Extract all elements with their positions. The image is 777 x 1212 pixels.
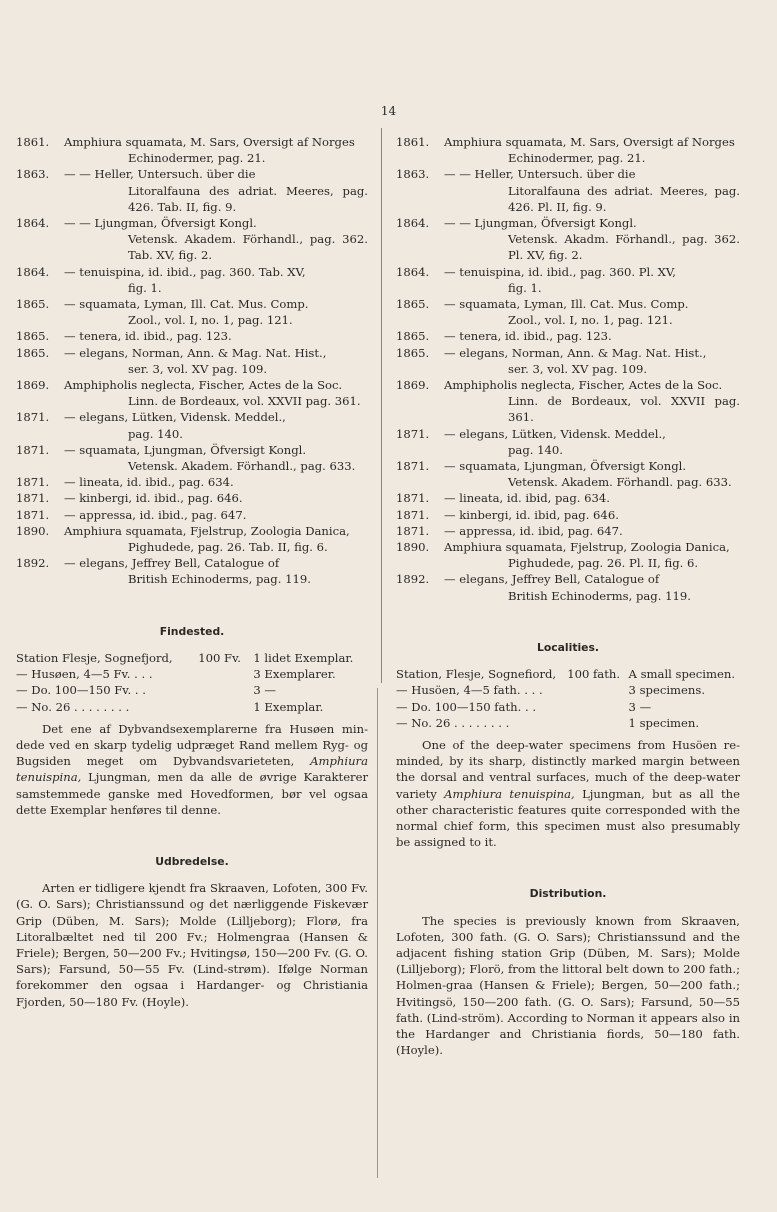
station-name: — No. 26 . . . . . . . . xyxy=(396,715,510,730)
entry-body xyxy=(64,490,368,506)
entry-text: — elegans, Norman, Ann. & Mag. Nat. Hist., xyxy=(64,345,327,360)
entry-body xyxy=(64,264,368,296)
entry-year: 1871. xyxy=(16,410,50,425)
entry-continuation: ser. 3, vol. XV pag. 109. xyxy=(128,361,268,376)
entry-continuation: pag. 140. xyxy=(508,442,563,457)
entry-text: Amphiura squamata, M. Sars, Oversigt af Norges xyxy=(64,135,355,149)
entry-body xyxy=(64,474,368,490)
station-count: 3 — xyxy=(253,683,277,698)
station-count: 3 Exemplarer. xyxy=(253,667,336,682)
entry-body xyxy=(444,523,740,539)
bibliography-entry xyxy=(396,134,740,166)
entry-body xyxy=(444,215,740,264)
entry-body xyxy=(444,571,740,603)
station-row xyxy=(16,699,368,715)
entry-year: 1892. xyxy=(396,572,430,587)
entry-text: — tenuispina, id. ibid., pag. 360. Tab. XV, xyxy=(64,264,306,279)
bibliography-entry xyxy=(16,442,368,474)
entry-continuation: Vetensk. Akadm. Förhandl., pag. 362. Pl. XV, fig. 2. xyxy=(508,232,740,263)
entry-year: 1865. xyxy=(16,329,50,344)
distribution-paragraph: The species is previously known from Skraaven, Lofoten, 300 fath. (G. O. Sars); Christianssund and the adjacent fishing station Grip (Düben, M. Sars); Molde (Lilljeborg); Florö, from the littoral belt down to 200 fath.; Holmen-graa (Hansen & Friele); Bergen, 50—200 fath.; Hvitingsö, 150—200 fath. (G. O. Sars); Farsund, 50—55 fath. (Lind-ström). According to Norman it appears also in the Hardanger and Christiania fiords, 50—180 fath. (Hoyle). xyxy=(396,913,740,1058)
station-depth: 100 fath. xyxy=(567,667,621,682)
entry-continuation: fig. 1. xyxy=(128,280,162,295)
bibliography-entry xyxy=(16,215,368,264)
entry-body xyxy=(444,328,740,344)
bibliography-entry xyxy=(16,555,368,587)
localities-paragraph xyxy=(396,737,740,850)
entry-body xyxy=(64,296,368,328)
station-depth xyxy=(563,682,622,698)
entry-continuation: British Echinoderms, pag. 119. xyxy=(508,588,691,603)
bibliography-entry xyxy=(396,458,740,490)
entry-text: Amphiura squamata, Fjelstrup, Zoologia Danica, xyxy=(64,523,350,538)
entry-body xyxy=(64,166,368,215)
station-depth xyxy=(563,699,622,715)
entry-body xyxy=(64,555,368,587)
entry-body xyxy=(64,377,368,409)
station-count: 1 lidet Exemplar. xyxy=(253,650,354,665)
localities-heading: Localities. xyxy=(536,640,600,654)
column-divider-lower xyxy=(377,688,378,1178)
entry-text: — elegans, Lütken, Vidensk. Meddel., xyxy=(64,410,286,425)
entry-body xyxy=(444,296,740,328)
entry-continuation: Zool., vol. I, no. 1, pag. 121. xyxy=(128,313,293,328)
station-depth xyxy=(194,666,247,682)
entry-body xyxy=(444,490,740,506)
localities-species: Amphiura tenuispina, xyxy=(444,786,575,801)
entry-text: — appressa, id. ibid., pag. 647. xyxy=(64,507,247,522)
entry-year: 1869. xyxy=(16,378,50,393)
bibliography-entry xyxy=(16,409,368,441)
bibliography-entry xyxy=(396,166,740,215)
entry-text: — tenera, id. ibid., pag. 123. xyxy=(444,329,612,344)
entry-year: 1865. xyxy=(396,345,430,360)
entry-text: Amphiura squamata, M. Sars, Oversigt af Norges xyxy=(444,135,735,149)
distribution-heading: Distribution. xyxy=(529,887,607,901)
entry-year: 1871. xyxy=(16,491,50,506)
station-row xyxy=(396,666,740,682)
entry-year: 1865. xyxy=(396,329,430,344)
entry-text: — squamata, Lyman, Ill. Cat. Mus. Comp. xyxy=(64,297,309,312)
entry-year: 1865. xyxy=(396,297,430,312)
bibliography-entry xyxy=(396,264,740,296)
station-row xyxy=(16,650,368,666)
bibliography-entry xyxy=(16,296,368,328)
entry-year: 1861. xyxy=(396,135,430,149)
entry-text: — lineata, id. ibid., pag. 634. xyxy=(64,475,234,490)
station-table-english xyxy=(396,666,740,731)
entry-year: 1864. xyxy=(16,216,50,231)
entry-year: 1890. xyxy=(396,540,430,555)
entry-continuation: Litoralfauna des adriat. Meeres, pag. 426. Tab. II, fig. 9. xyxy=(128,183,368,214)
station-name: — No. 26 . . . . . . . . xyxy=(16,699,130,714)
bibliography-entry xyxy=(396,426,740,458)
entry-text: — elegans, Jeffrey Bell, Catalogue of xyxy=(64,556,280,571)
station-depth xyxy=(563,715,622,731)
bibliography-entry xyxy=(396,539,740,571)
station-row xyxy=(396,682,740,698)
localities-text-2: Ljungman, but as all the other characteristic features quite corresponded with the normal chief form, this specimen must also presumably be assigned to it. xyxy=(396,786,741,850)
udbredelse-heading: Udbredelse. xyxy=(155,854,229,868)
entry-body xyxy=(64,409,368,441)
left-column xyxy=(16,134,368,1010)
entry-year: 1892. xyxy=(16,556,50,571)
entry-year: 1864. xyxy=(396,216,430,231)
localities-text-1: One of the deep-water specimens from Husöen re-minded, by its sharp, distinctly marked margin between the dorsal and ventral surfaces, much of the deep-water variety xyxy=(396,737,740,801)
bibliography-entry xyxy=(16,474,368,490)
station-name: — Husøen, 4—5 Fv. . . . xyxy=(16,667,153,682)
bibliography-entry xyxy=(16,490,368,506)
entry-body xyxy=(444,264,740,296)
entry-text: — appressa, id. ibid, pag. 647. xyxy=(444,523,623,538)
findested-text-1: Det ene af Dybvandsexemplarerne fra Husøen min-dede ved en skarp tydelig udpræget Rand mellem Ryg- og Bugsiden meget om Dybvandsvarieteten, xyxy=(16,721,368,769)
entry-text: Amphiura squamata, Fjelstrup, Zoologia Danica, xyxy=(444,540,730,555)
findested-paragraph xyxy=(16,721,368,818)
entry-continuation: Linn. de Bordeaux, vol. XXVII pag. 361. xyxy=(128,394,361,409)
station-count: 1 specimen. xyxy=(628,715,700,730)
entry-continuation: Echinodermer, pag. 21. xyxy=(508,151,646,166)
entry-text: — — Heller, Untersuch. über die xyxy=(444,167,636,182)
entry-continuation: British Echinoderms, pag. 119. xyxy=(128,572,311,587)
entry-year: 1871. xyxy=(396,491,430,506)
entry-continuation: Vetensk. Akadem. Förhandl., pag. 633. xyxy=(128,459,356,474)
entry-text: — elegans, Jeffrey Bell, Catalogue of xyxy=(444,572,660,587)
entry-body xyxy=(444,377,740,426)
bibliography-entry xyxy=(396,345,740,377)
bibliography-entry xyxy=(16,264,368,296)
column-divider xyxy=(381,128,382,683)
entry-year: 1864. xyxy=(16,264,50,279)
bibliography-entry xyxy=(396,571,740,603)
entry-body xyxy=(444,166,740,215)
entry-body xyxy=(64,215,368,264)
bibliography-entry xyxy=(16,377,368,409)
entry-continuation: Zool., vol. I, no. 1, pag. 121. xyxy=(508,313,673,328)
bibliography-entry xyxy=(396,377,740,426)
bibliography-entry xyxy=(396,490,740,506)
station-depth xyxy=(194,699,247,715)
entry-year: 1890. xyxy=(16,523,50,538)
entry-year: 1863. xyxy=(16,167,50,182)
entry-body xyxy=(64,523,368,555)
entry-year: 1871. xyxy=(396,426,430,441)
station-name: — Husöen, 4—5 fath. . . . xyxy=(396,683,543,698)
entry-text: Amphipholis neglecta, Fischer, Actes de la Soc. xyxy=(64,378,343,393)
entry-body xyxy=(444,539,740,571)
entry-continuation: Pighudede, pag. 26. Tab. II, fig. 6. xyxy=(128,540,328,555)
entry-text: — elegans, Lütken, Vidensk. Meddel., xyxy=(444,426,666,441)
station-row xyxy=(396,715,740,731)
entry-year: 1863. xyxy=(396,167,430,182)
entry-text: — elegans, Norman, Ann. & Mag. Nat. Hist., xyxy=(444,345,707,360)
entry-text: — squamata, Ljungman, Öfversigt Kongl. xyxy=(444,459,687,474)
station-count: 3 — xyxy=(628,699,652,714)
entry-body xyxy=(64,134,368,166)
entry-continuation: Litoralfauna des adriat. Meeres, pag. 426. Pl. II, fig. 9. xyxy=(508,183,740,214)
bibliography-entry xyxy=(16,134,368,166)
page-number: 14 xyxy=(380,104,397,118)
findested-text-2: Ljungman, men da alle de øvrige Karakterer samstemmede ganske med Hovedformen, bør vel ogsaa dette Exemplar henføres til denne. xyxy=(16,770,369,817)
station-name: Station Flesje, Sognefjord, xyxy=(16,650,173,665)
bibliography-entry xyxy=(396,523,740,539)
entry-continuation: Echinodermer, pag. 21. xyxy=(128,151,266,166)
bibliography-entry xyxy=(16,507,368,523)
entry-continuation: fig. 1. xyxy=(508,280,542,295)
entry-continuation: Linn. de Bordeaux, vol. XXVII pag. 361. xyxy=(508,394,740,425)
station-row xyxy=(16,666,368,682)
bibliography-entry xyxy=(396,215,740,264)
entry-continuation: Pighudede, pag. 26. Pl. II, fig. 6. xyxy=(508,556,699,571)
entry-text: — squamata, Ljungman, Öfversigt Kongl. xyxy=(64,442,307,457)
entry-year: 1871. xyxy=(16,442,50,457)
station-count: 1 Exemplar. xyxy=(253,699,324,714)
entry-text: — kinbergi, id. ibid, pag. 646. xyxy=(444,507,619,522)
station-table-norwegian xyxy=(16,650,368,715)
bibliography-entry xyxy=(396,296,740,328)
bibliography-entry xyxy=(396,507,740,523)
station-depth xyxy=(194,682,247,698)
entry-text: — lineata, id. ibid, pag. 634. xyxy=(444,491,610,506)
bibliography-entry xyxy=(16,328,368,344)
entry-text: Amphipholis neglecta, Fischer, Actes de la Soc. xyxy=(444,378,723,393)
bibliography-norwegian xyxy=(16,134,368,588)
entry-text: — kinbergi, id. ibid., pag. 646. xyxy=(64,491,243,506)
station-row xyxy=(16,682,368,698)
entry-year: 1871. xyxy=(16,475,50,490)
entry-year: 1871. xyxy=(396,507,430,522)
entry-text: — — Heller, Untersuch. über die xyxy=(64,167,256,182)
entry-year: 1869. xyxy=(396,378,430,393)
entry-body xyxy=(444,507,740,523)
entry-body xyxy=(64,507,368,523)
entry-year: 1871. xyxy=(396,459,430,474)
station-name: — Do. 100—150 Fv. . . xyxy=(16,683,146,698)
entry-continuation: pag. 140. xyxy=(128,426,183,441)
entry-body xyxy=(64,328,368,344)
entry-body xyxy=(444,345,740,377)
station-name: — Do. 100—150 fath. . . xyxy=(396,699,537,714)
entry-year: 1865. xyxy=(16,345,50,360)
entry-body xyxy=(444,134,740,166)
entry-text: — tenuispina, id. ibid., pag. 360. Pl. XV, xyxy=(444,264,676,279)
entry-continuation: ser. 3, vol. XV pag. 109. xyxy=(508,361,648,376)
right-column xyxy=(396,134,740,1058)
entry-year: 1861. xyxy=(16,135,50,149)
bibliography-entry xyxy=(396,328,740,344)
entry-continuation: Vetensk. Akadem. Förhandl., pag. 362. Tab. XV, fig. 2. xyxy=(128,232,368,263)
entry-year: 1865. xyxy=(16,297,50,312)
station-depth: 100 Fv. xyxy=(198,650,241,665)
entry-body xyxy=(64,345,368,377)
bibliography-entry xyxy=(16,523,368,555)
station-count: 3 specimens. xyxy=(628,683,705,698)
entry-body xyxy=(64,442,368,474)
entry-year: 1871. xyxy=(396,523,430,538)
entry-body xyxy=(444,458,740,490)
bibliography-entry xyxy=(16,166,368,215)
bibliography-entry xyxy=(16,345,368,377)
entry-text: — tenera, id. ibid., pag. 123. xyxy=(64,329,232,344)
findested-heading: Findested. xyxy=(159,624,225,638)
entry-continuation: Vetensk. Akadem. Förhandl. pag. 633. xyxy=(508,475,732,490)
station-name: Station, Flesje, Sognefiord, xyxy=(396,667,557,682)
entry-year: 1871. xyxy=(16,507,50,522)
station-row xyxy=(396,699,740,715)
station-count: A small specimen. xyxy=(628,667,736,682)
bibliography-english xyxy=(396,134,740,604)
entry-text: — squamata, Lyman, Ill. Cat. Mus. Comp. xyxy=(444,297,689,312)
entry-text: — — Ljungman, Öfversigt Kongl. xyxy=(444,216,637,231)
entry-text: — — Ljungman, Öfversigt Kongl. xyxy=(64,216,257,231)
findested-species: Amphiura tenuispina, xyxy=(16,754,368,785)
entry-year: 1864. xyxy=(396,264,430,279)
udbredelse-paragraph: Arten er tidligere kjendt fra Skraaven, Lofoten, 300 Fv. (G. O. Sars); Christianssund og det nærliggende Fiskevær Grip (Düben, M. Sars); Molde (Lilljeborg); Florø, fra Litoralbæltet ned til 200 Fv.; Holmengraa (Hansen & Friele); Bergen, 50—200 Fv.; Hvitingsø, 150—200 Fv. (G. O. Sars); Farsund, 50—55 Fv. (Lind-strøm). Ifølge Norman forekommer den ogsaa i Hardanger- og Christiania Fjorden, 50—180 Fv. (Hoyle). xyxy=(16,881,368,1009)
entry-body xyxy=(444,426,740,458)
